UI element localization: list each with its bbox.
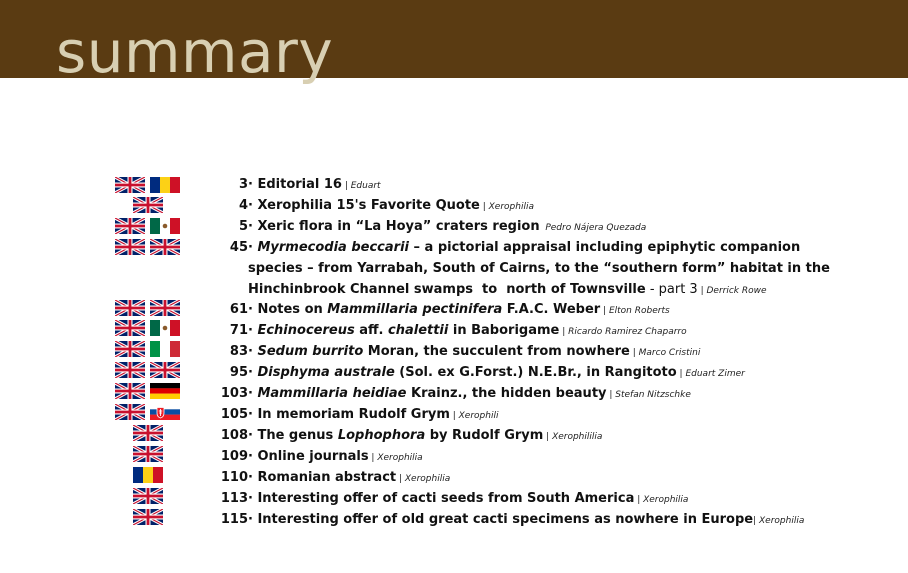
- uk-flag-icon: [150, 239, 180, 255]
- romania-flag-icon: [133, 467, 163, 483]
- page-number: 5: [238, 219, 248, 234]
- page-number: 61: [229, 302, 248, 317]
- uk-flag-icon: [133, 197, 163, 213]
- page-number: 108: [220, 428, 248, 443]
- uk-flag-icon: [150, 300, 180, 316]
- author: Derrick Rowe: [706, 286, 767, 296]
- author: Elton Roberts: [608, 306, 670, 316]
- mexico-flag-icon: [150, 320, 180, 336]
- author: Xerophili: [458, 411, 499, 421]
- page-number: 103: [220, 386, 248, 401]
- mexico-flag-icon: [150, 218, 180, 234]
- page-number: 105: [220, 407, 248, 422]
- page-number: 113: [220, 491, 248, 506]
- uk-flag-icon: [115, 341, 145, 357]
- romania-flag-icon: [150, 177, 180, 193]
- germany-flag-icon: [150, 383, 180, 399]
- author: Eduart: [350, 181, 381, 191]
- page-number: 4: [238, 198, 248, 213]
- uk-flag-icon: [115, 362, 145, 378]
- author: Eduart Zimer: [685, 369, 745, 379]
- author: Pedro Nájera Quezada: [545, 223, 647, 233]
- page-number: 95: [229, 365, 248, 380]
- uk-flag-icon: [133, 509, 163, 525]
- uk-flag-icon: [115, 218, 145, 234]
- page-number: 83: [229, 344, 248, 359]
- page-number: 3: [238, 177, 248, 192]
- uk-flag-icon: [115, 177, 145, 193]
- author: Xerophilia: [404, 474, 451, 484]
- uk-flag-icon: [133, 446, 163, 462]
- author: Xerophilia: [643, 495, 689, 505]
- page-title: summary: [56, 18, 334, 86]
- uk-flag-icon: [133, 425, 163, 441]
- author: Xerophilia: [488, 202, 534, 212]
- author: Marco Cristini: [638, 348, 701, 358]
- uk-flag-icon: [133, 488, 163, 504]
- uk-flag-icon: [115, 300, 145, 316]
- author: Xerophililia: [552, 432, 603, 442]
- author: Stefan Nitzschke: [615, 390, 691, 400]
- page-number: 45: [229, 240, 248, 255]
- page-number: 110: [220, 470, 248, 485]
- language-flags: [0, 0, 220, 573]
- uk-flag-icon: [115, 404, 145, 420]
- uk-flag-icon: [115, 383, 145, 399]
- uk-flag-icon: [150, 362, 180, 378]
- page-number: 71: [229, 323, 248, 338]
- author: Xerophilia: [759, 516, 805, 526]
- uk-flag-icon: [115, 320, 145, 336]
- author: Ricardo Ramirez Chaparro: [568, 327, 687, 337]
- page-number: 109: [220, 449, 248, 464]
- page-number: 115: [220, 512, 248, 527]
- author: Xerophilia: [377, 453, 423, 463]
- slovakia-flag-icon: [150, 404, 180, 420]
- uk-flag-icon: [115, 239, 145, 255]
- italy-flag-icon: [150, 341, 180, 357]
